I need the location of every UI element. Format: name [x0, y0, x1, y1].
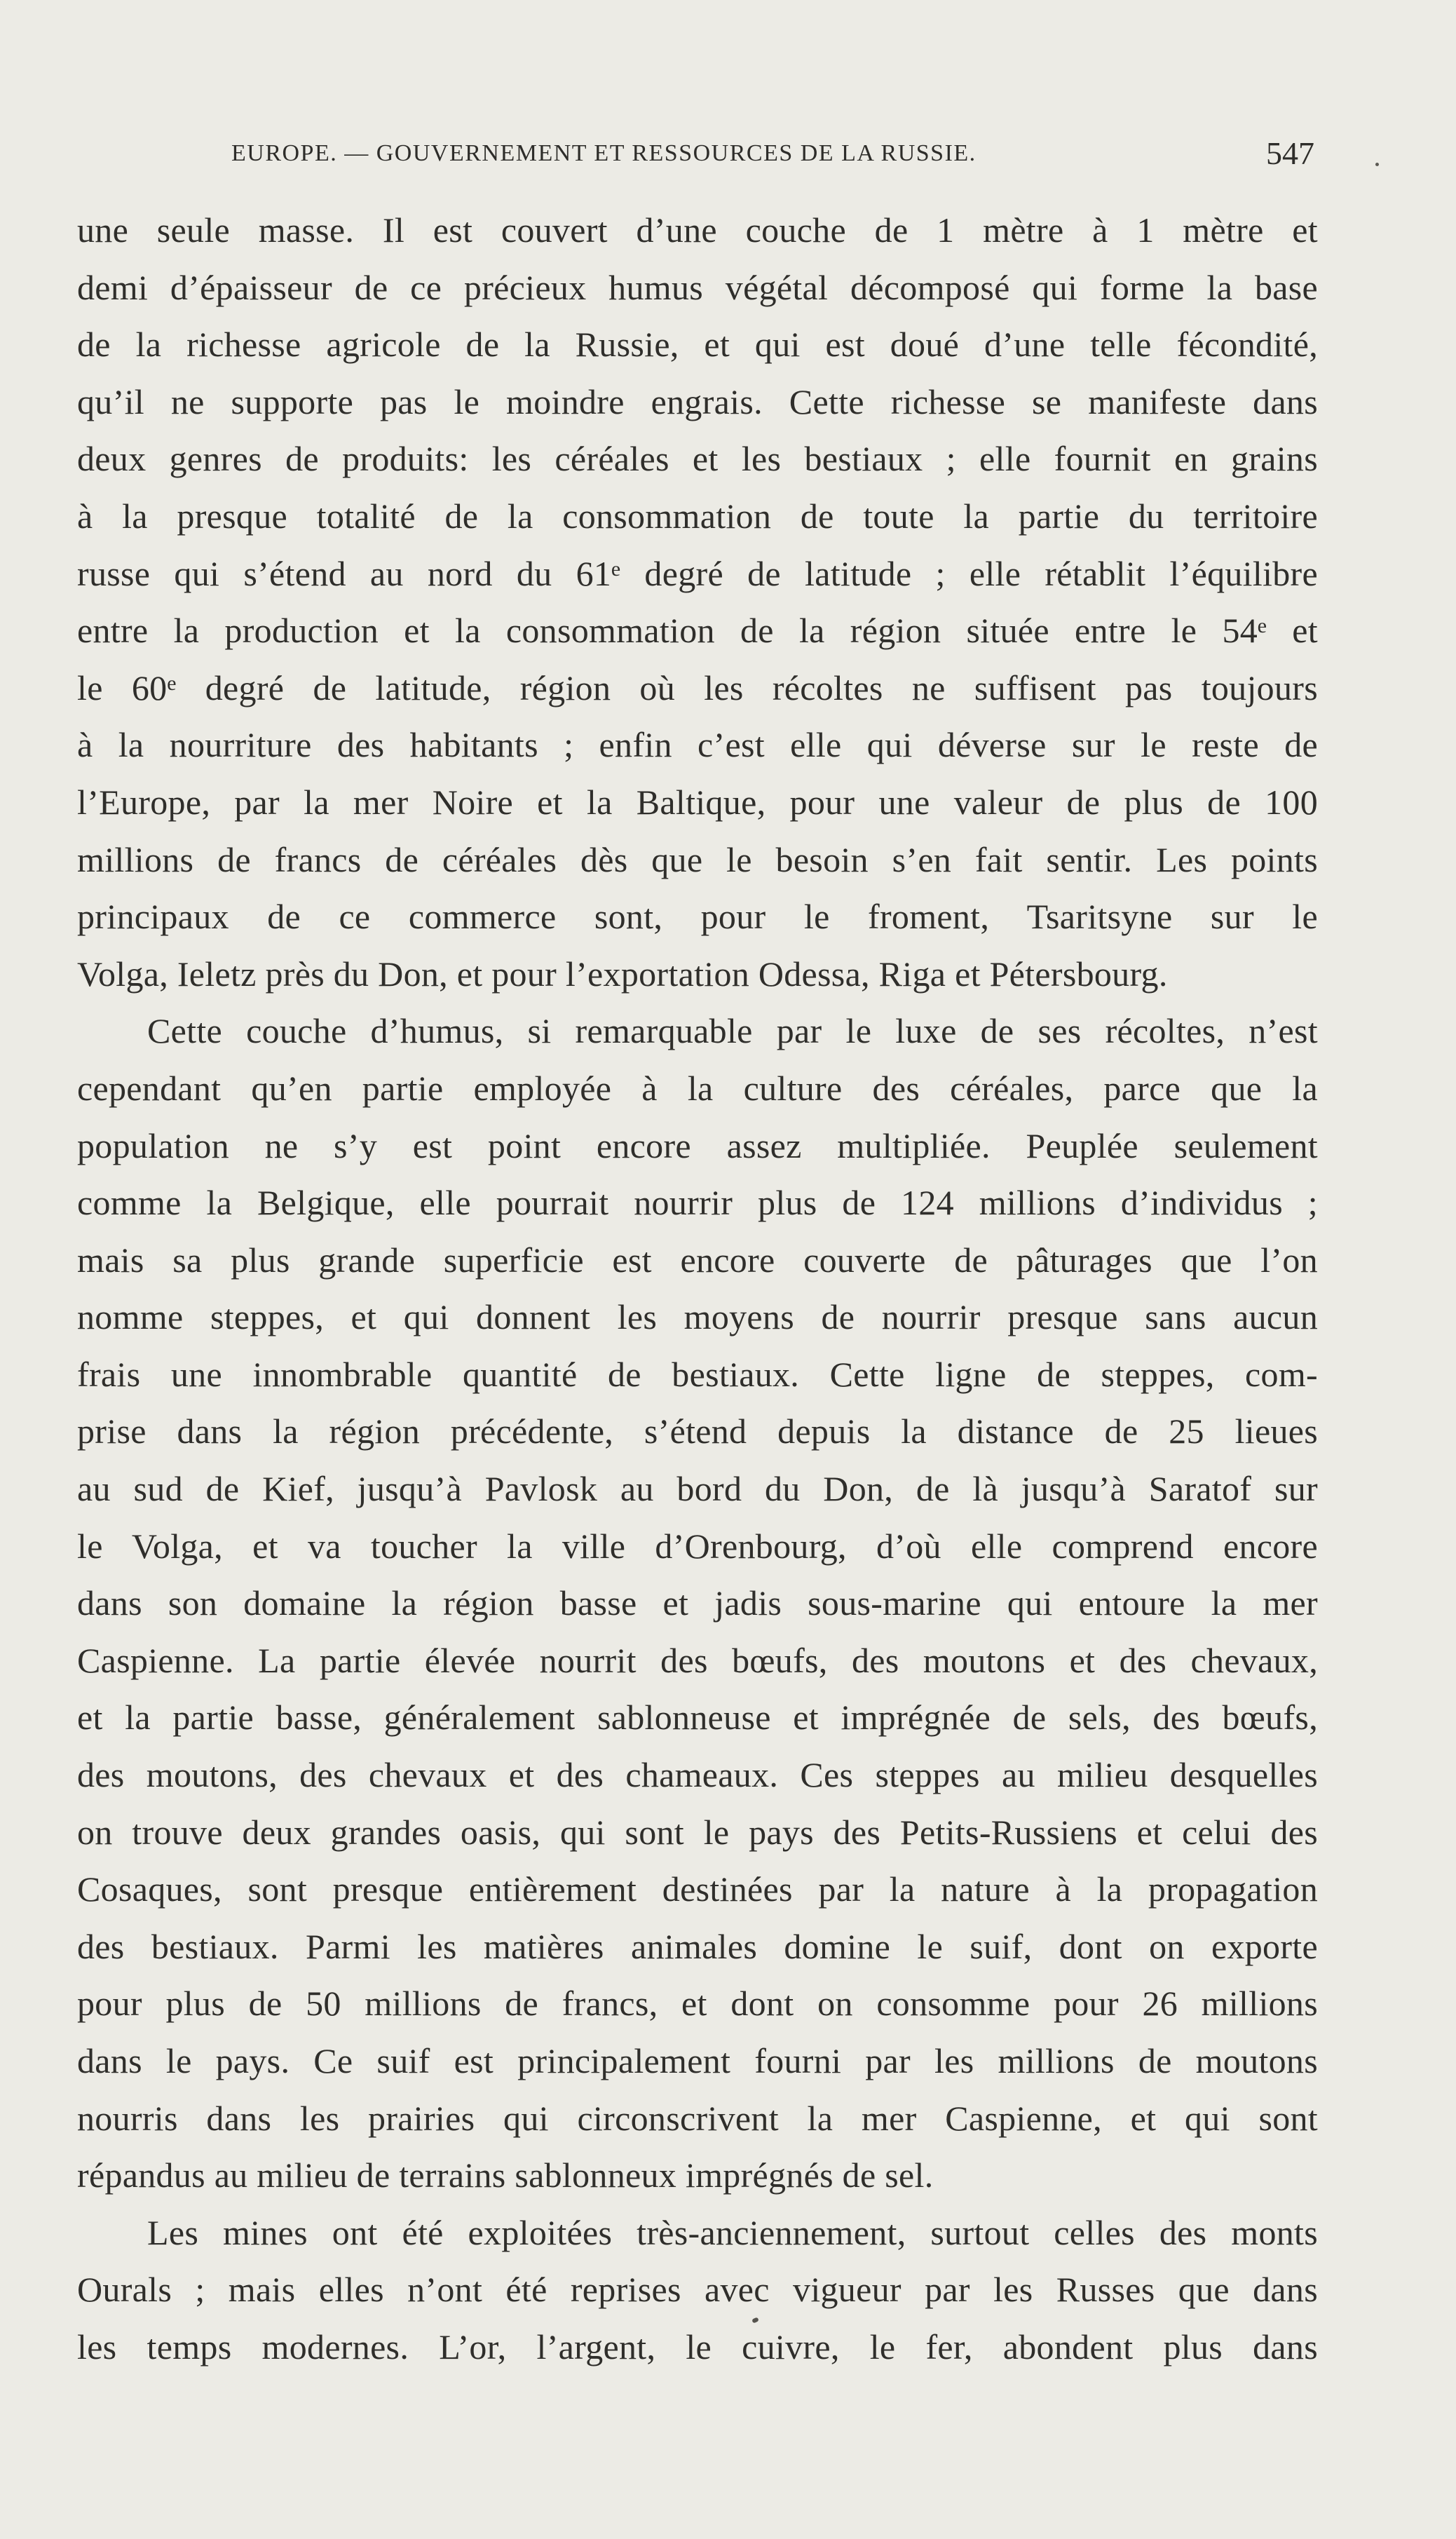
text-line: deux genres de produits: les céréales et les bestiaux ; elle fournit en grains: [77, 439, 1318, 479]
text-line: cependant qu’en partie employée à la culture des céréales, parce que la: [77, 1068, 1318, 1108]
body-text: [77, 202, 1318, 2376]
text-line: dans le pays. Ce suif est principalement fourni par les millions de moutons: [77, 2041, 1318, 2080]
text-line: russe qui s’étend au nord du 61ᵉ degré de latitude ; elle rétablit l’équilibre: [77, 553, 1318, 593]
text-line: l’Europe, par la mer Noire et la Baltique, pour une valeur de plus de 100: [77, 782, 1318, 822]
text-line: Volga, Ieletz près du Don, et pour l’exportation Odessa, Riga et Pétersbourg.: [77, 954, 1168, 994]
text-line: demi d’épaisseur de ce précieux humus végétal décomposé qui forme la base: [77, 267, 1318, 307]
text-line: mais sa plus grande superficie est encore couverte de pâturages que l’on: [77, 1240, 1318, 1280]
text-line: Ourals ; mais elles n’ont été reprises avec vigueur par les Russes que dans: [77, 2270, 1318, 2310]
text-line: on trouve deux grandes oasis, qui sont le pays des Petits-Russiens et celui des: [77, 1812, 1318, 1852]
text-line: nomme steppes, et qui donnent les moyens de nourrir presque sans aucun: [77, 1297, 1318, 1337]
text-line: millions de francs de céréales dès que le besoin s’en fait sentir. Les points: [77, 839, 1318, 879]
text-line: dans son domaine la région basse et jadis sous-marine qui entoure la mer: [77, 1583, 1318, 1623]
text-line: frais une innombrable quantité de bestiaux. Cette ligne de steppes, com-: [77, 1354, 1318, 1394]
text-line: à la nourriture des habitants ; enfin c’est elle qui déverse sur le reste de: [77, 725, 1318, 765]
text-line: comme la Belgique, elle pourrait nourrir plus de 124 millions d’individus ;: [77, 1183, 1318, 1223]
text-line: population ne s’y est point encore assez multipliée. Peuplée seulement: [77, 1125, 1318, 1165]
page-header: [231, 135, 1314, 177]
text-line: à la presque totalité de la consommation de toute la partie du territoire: [77, 496, 1318, 536]
text-line: des bestiaux. Parmi les matières animales domine le suif, dont on exporte: [77, 1926, 1318, 1966]
page-number: 547: [1266, 135, 1314, 171]
text-line: de la richesse agricole de la Russie, et qui est doué d’une telle fécondité,: [77, 325, 1318, 365]
text-line: le 60ᵉ degré de latitude, région où les récoltes ne suffisent pas toujours: [77, 668, 1318, 707]
text-line: Les mines ont été exploitées très-anciennement, surtout celles des monts: [147, 2212, 1318, 2252]
text-line: prise dans la région précédente, s’étend depuis la distance de 25 lieues: [77, 1411, 1318, 1451]
text-line: et la partie basse, généralement sablonneuse et imprégnée de sels, des bœufs,: [77, 1698, 1318, 1738]
text-line: Cosaques, sont presque entièrement destinées par la nature à la propagation: [77, 1869, 1318, 1909]
text-line: entre la production et la consommation de la région située entre le 54ᵉ et: [77, 611, 1318, 651]
text-line: principaux de ce commerce sont, pour le froment, Tsaritsyne sur le: [77, 897, 1318, 937]
running-title: EUROPE. — GOUVERNEMENT ET RESSOURCES DE LA RUSSIE.: [231, 140, 977, 166]
print-speck: [1375, 163, 1379, 166]
text-line: répandus au milieu de terrains sablonneux imprégnés de sel.: [77, 2155, 934, 2195]
text-line: Cette couche d’humus, si remarquable par le luxe de ses récoltes, n’est: [147, 1011, 1318, 1051]
text-line: des moutons, des chevaux et des chameaux. Ces steppes au milieu desquelles: [77, 1755, 1318, 1795]
text-line: au sud de Kief, jusqu’à Pavlosk au bord du Don, de là jusqu’à Saratof sur: [77, 1469, 1318, 1509]
text-line: une seule masse. Il est couvert d’une couche de 1 mètre à 1 mètre et: [77, 210, 1318, 250]
text-line: les temps modernes. L’or, l’argent, le cuivre, le fer, abondent plus dans: [77, 2327, 1318, 2367]
text-line: qu’il ne supporte pas le moindre engrais. Cette richesse se manifeste dans: [77, 381, 1318, 421]
text-line: Caspienne. La partie élevée nourrit des bœufs, des moutons et des chevaux,: [77, 1640, 1318, 1680]
text-line: le Volga, et va toucher la ville d’Orenbourg, d’où elle comprend encore: [77, 1526, 1318, 1566]
text-line: pour plus de 50 millions de francs, et dont on consomme pour 26 millions: [77, 1984, 1318, 2024]
text-line: nourris dans les prairies qui circonscrivent la mer Caspienne, et qui sont: [77, 2098, 1318, 2138]
